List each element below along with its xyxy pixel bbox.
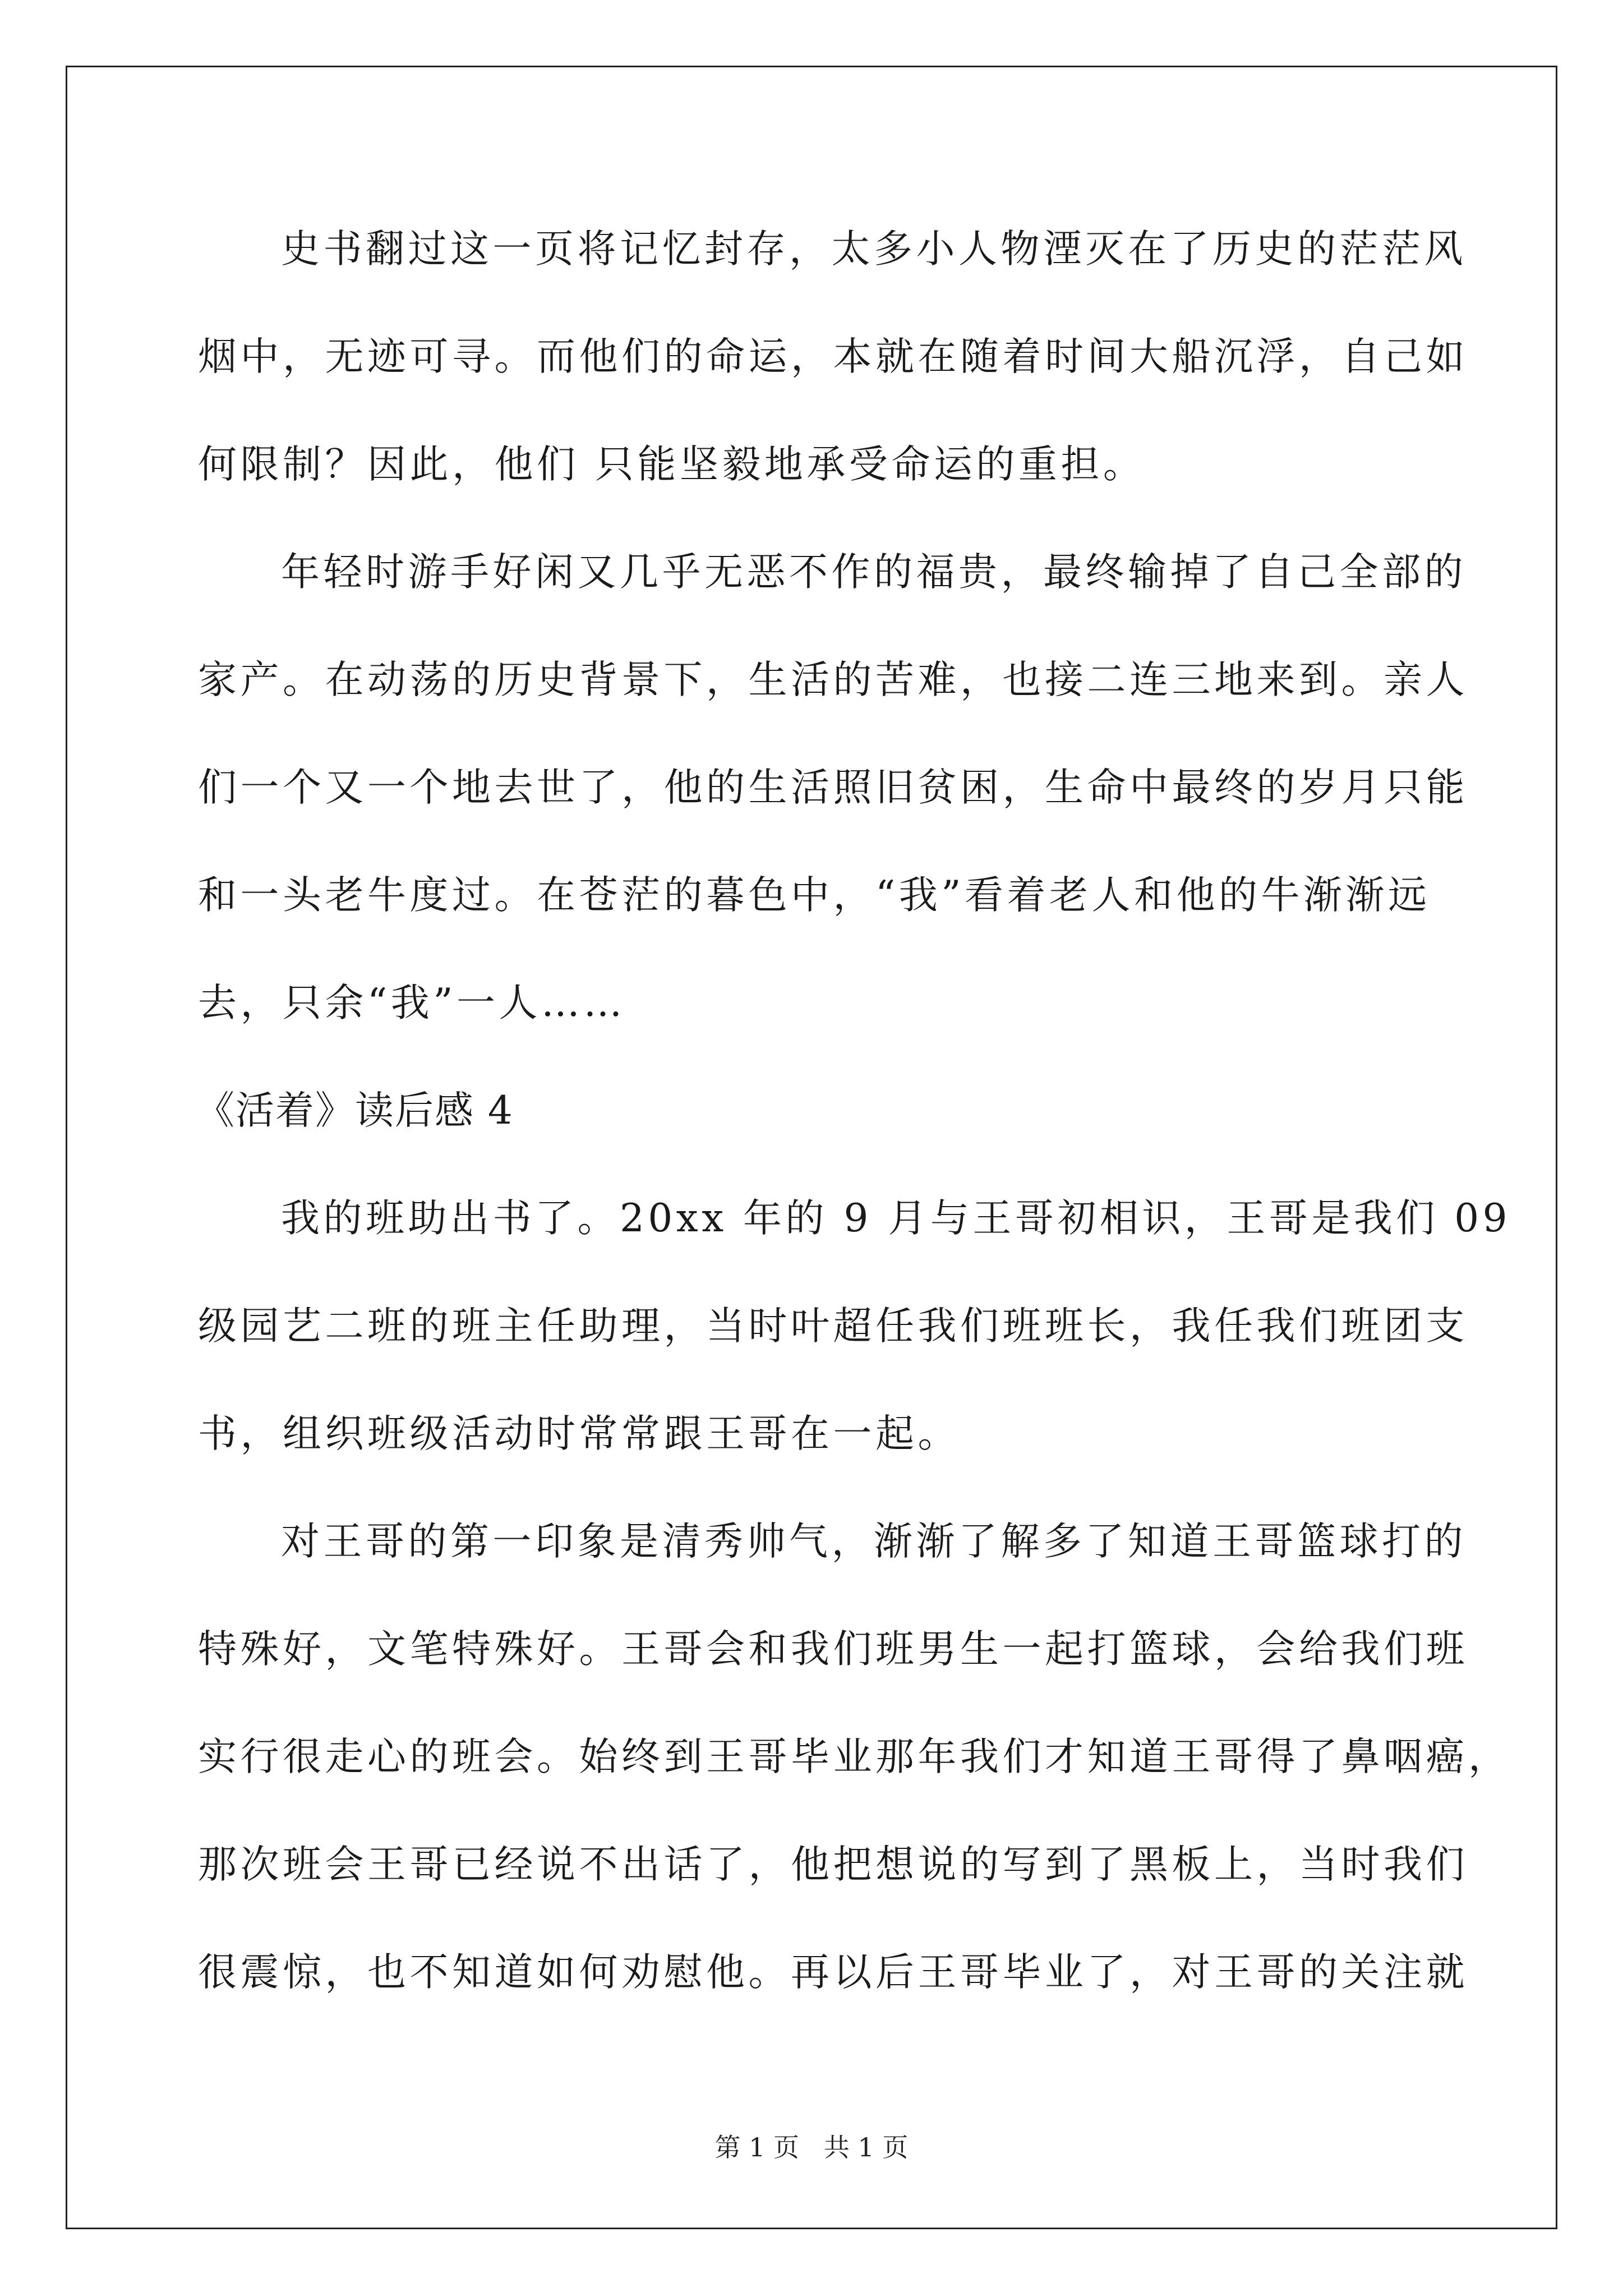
document-body xyxy=(196,210,1511,2041)
text-line: 烟中，无迹可寻。而他们的命运，本就在随着时间大船沉浮，自己如 xyxy=(198,334,1468,379)
text-line: 我的班助出书了。20xx 年的 9 月与王哥初相识，王哥是我们 09 xyxy=(281,1196,1511,1241)
text-line: 何限制？因此，他们 只能坚毅地承受命运的重担。 xyxy=(198,442,1146,487)
text-line: 们一个又一个地去世了，他的生活照旧贫困，生命中最终的岁月只能 xyxy=(198,765,1468,810)
text-line: 那次班会王哥已经说不出话了，他把想说的写到了黑板上，当时我们 xyxy=(198,1842,1468,1887)
text-line: 书，组织班级活动时常常跟王哥在一起。 xyxy=(198,1411,960,1456)
text-line: 年轻时游手好闲又几乎无恶不作的福贵，最终输掉了自己全部的 xyxy=(281,550,1467,595)
paragraph xyxy=(198,1503,1511,2041)
paragraph xyxy=(198,1180,1511,1503)
page-number-footer: 第 1 页 共 1 页 xyxy=(714,2132,909,2162)
section-heading: 《活着》读后感 4 xyxy=(196,1088,514,1133)
text-line: 史书翻过这一页将记忆封存，太多小人物湮灭在了历史的茫茫风 xyxy=(281,227,1467,272)
text-line: 对王哥的第一印象是清秀帅气，渐渐了解多了知道王哥篮球打的 xyxy=(281,1519,1467,1564)
text-line: 和一头老牛度过。在苍茫的暮色中，“我”看着老人和他的牛渐渐远 xyxy=(198,873,1431,918)
text-line: 实行很走心的班会。始终到王哥毕业那年我们才知道王哥得了鼻咽癌， xyxy=(198,1734,1511,1779)
paragraph xyxy=(198,533,1468,1072)
paragraph xyxy=(198,210,1468,533)
text-line: 级园艺二班的班主任助理，当时叶超任我们班班长，我任我们班团支 xyxy=(198,1304,1468,1349)
text-line: 家产。在动荡的历史背景下，生活的苦难，也接二连三地来到。亲人 xyxy=(198,657,1468,702)
text-line: 去，只余“我”一人…… xyxy=(198,981,626,1025)
text-line: 特殊好，文笔特殊好。王哥会和我们班男生一起打篮球，会给我们班 xyxy=(198,1627,1468,1672)
text-line: 很震惊，也不知道如何劝慰他。再以后王哥毕业了，对王哥的关注就 xyxy=(198,1950,1468,1995)
